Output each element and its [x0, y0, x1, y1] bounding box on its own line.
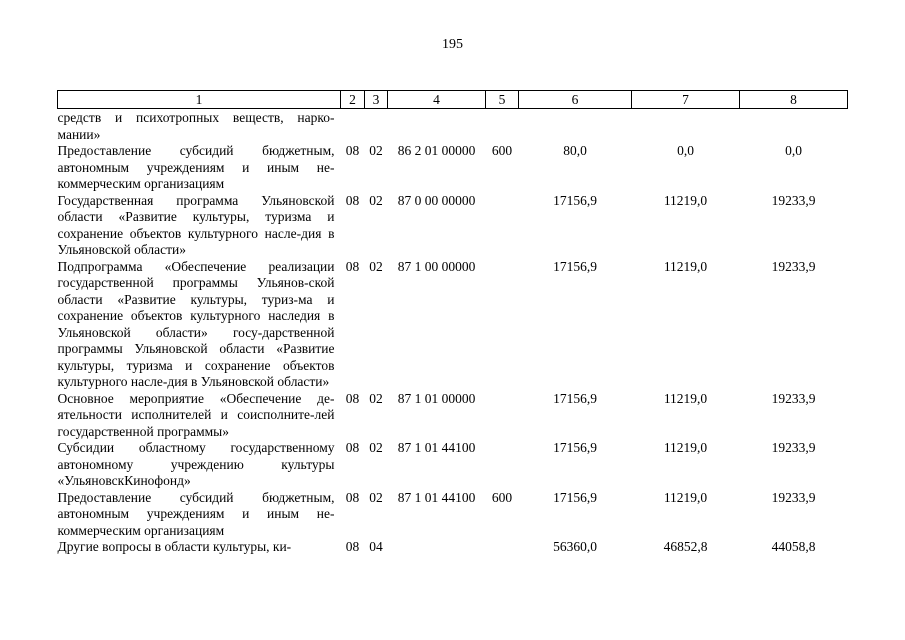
amount-col-6: 80,0: [563, 143, 587, 158]
header-col-4: 4: [388, 91, 486, 109]
amount-col-8: 19233,9: [771, 440, 816, 455]
target-article-code: 87 1 01 44100: [397, 489, 476, 505]
subsection-code: 02: [369, 440, 383, 455]
expense-type-code: 600: [491, 143, 513, 158]
section-code: 08: [345, 539, 360, 554]
amount-col-8: 19233,9: [771, 489, 816, 505]
subsection-code: 02: [369, 489, 383, 505]
header-col-5: 5: [486, 91, 519, 109]
amount-col-8: 19233,9: [771, 258, 816, 274]
row-name: Предоставление субсидий бюджетным, автономным учреждениям и иным не-коммерческим организациям: [57, 489, 335, 538]
section-code: 08: [345, 489, 360, 505]
table-row: [58, 490, 848, 540]
target-article-code: [388, 539, 486, 556]
subsection-code: 02: [369, 192, 383, 208]
row-name: Субсидии областному государственному автономному учреждению культуры «УльяновскКинофонд»: [57, 440, 335, 488]
subsection-code: [365, 109, 388, 144]
table-body: [58, 109, 848, 556]
amount-col-8: [740, 109, 848, 144]
row-name: Государственная программа Ульяновской области «Развитие культуры, туризма и сохранение объектов культурного насле-дия в Ульяновской области»: [57, 192, 335, 257]
target-article-code: 87 1 00 00000: [397, 258, 476, 274]
amount-col-7: 11219,0: [663, 489, 708, 505]
amount-col-8: 44058,8: [771, 539, 816, 554]
table-row: [58, 259, 848, 391]
amount-col-7: 11219,0: [663, 258, 708, 274]
expense-type-code: [486, 259, 519, 391]
amount-col-7: 11219,0: [663, 440, 708, 455]
section-code: 08: [345, 440, 360, 455]
table-row: [58, 440, 848, 490]
amount-col-6: 17156,9: [553, 440, 597, 455]
target-article-code: 87 1 01 44100: [397, 440, 476, 455]
amount-col-6: 17156,9: [553, 489, 597, 505]
section-code: 08: [345, 258, 360, 274]
target-article-code: 86 2 01 00000: [397, 143, 476, 158]
amount-col-7: [632, 109, 740, 144]
amount-col-8: 0,0: [785, 143, 802, 158]
amount-col-7: 11219,0: [663, 390, 708, 406]
target-article-code: 87 1 01 00000: [397, 390, 476, 406]
amount-col-7: 0,0: [677, 143, 694, 158]
amount-col-6: 17156,9: [553, 258, 597, 274]
table-row: [58, 391, 848, 441]
expense-type-code: 600: [491, 489, 513, 505]
section-code: 08: [345, 143, 360, 158]
amount-col-6: 17156,9: [553, 192, 597, 208]
expense-type-code: [486, 539, 519, 556]
expense-type-code: [486, 391, 519, 441]
amount-col-6: 56360,0: [553, 539, 597, 554]
header-col-6: 6: [519, 91, 632, 109]
row-name: Подпрограмма «Обеспечение реализации государственной программы Ульянов-ской области «Развитие культуры, туриз-ма и сохранение объектов культурного наследия в Ульяновской области» госу-дарственной программы Ульяновской области «Развитие культуры, туризма и сохранение объектов культурного насле-дия в Ульяновской области»: [57, 258, 335, 389]
subsection-code: 02: [369, 143, 383, 158]
page-number: 195: [442, 37, 463, 52]
section-code: 08: [345, 390, 360, 406]
section-code: 08: [345, 192, 360, 208]
expense-type-code: [486, 109, 519, 144]
header-col-1: 1: [58, 91, 341, 109]
budget-table: [57, 90, 848, 556]
table-row: [58, 109, 848, 144]
subsection-code: 02: [369, 390, 383, 406]
target-article-code: 87 0 00 00000: [397, 192, 476, 208]
table-row: [58, 143, 848, 193]
subsection-code: 02: [369, 258, 383, 274]
row-name: средств и психотропных веществ, нарко-мании»: [57, 110, 335, 142]
amount-col-8: 19233,9: [771, 192, 816, 208]
target-article-code: [388, 109, 486, 144]
amount-col-7: 46852,8: [663, 539, 708, 554]
row-name: Основное мероприятие «Обеспечение де-ятельности исполнителей и соисполните-лей государственной программы»: [57, 390, 335, 439]
table-header: [58, 91, 848, 109]
row-name: Предоставление субсидий бюджетным, автономным учреждениям и иным не-коммерческим организациям: [57, 143, 335, 191]
expense-type-code: [486, 440, 519, 490]
table-row: [58, 193, 848, 259]
amount-col-6: [519, 109, 632, 144]
amount-col-8: 19233,9: [771, 390, 816, 406]
table-row: [58, 539, 848, 556]
header-col-3: 3: [365, 91, 388, 109]
section-code: [341, 109, 365, 144]
header-row: [58, 91, 848, 109]
expense-type-code: [486, 193, 519, 259]
header-col-2: 2: [341, 91, 365, 109]
header-col-8: 8: [740, 91, 848, 109]
header-col-7: 7: [632, 91, 740, 109]
amount-col-7: 11219,0: [663, 192, 708, 208]
amount-col-6: 17156,9: [553, 390, 597, 406]
row-name: Другие вопросы в области культуры, ки-: [57, 539, 292, 554]
subsection-code: 04: [369, 539, 383, 554]
